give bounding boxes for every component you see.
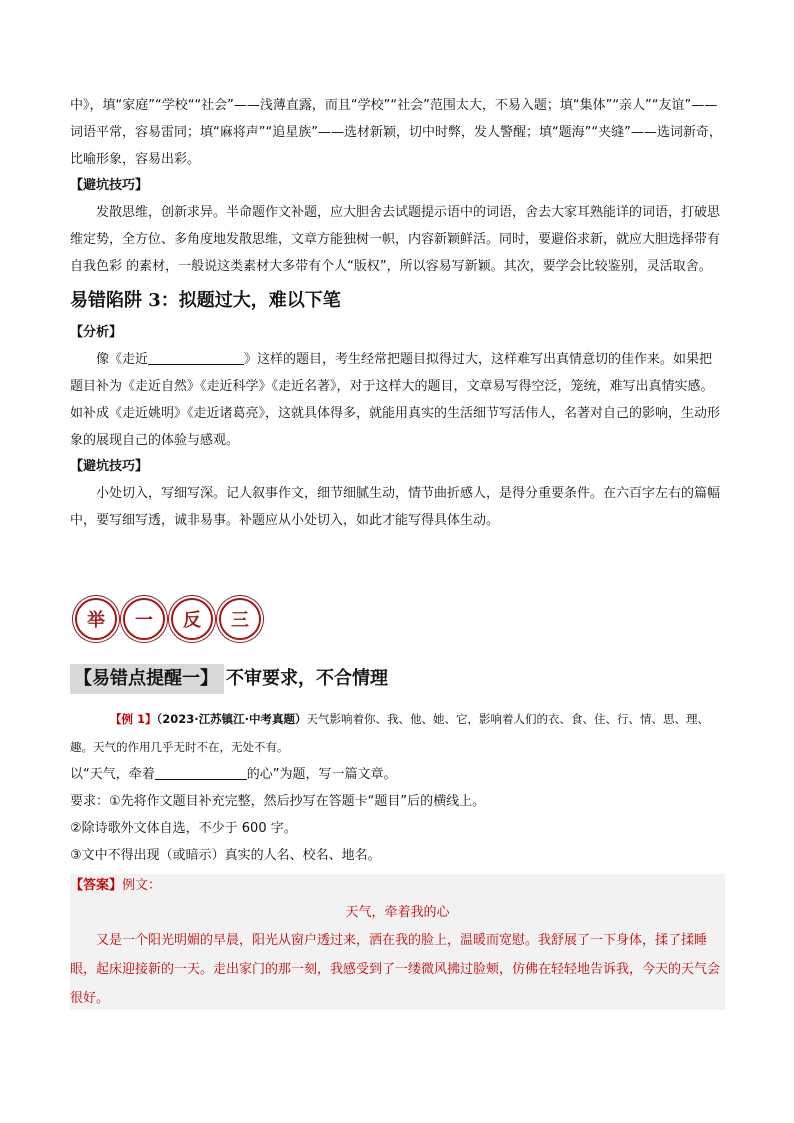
badge-banner — [75, 596, 267, 642]
analysis-pre: 像《走近 — [96, 352, 149, 367]
trap3-title: 易错陷阱 3：拟题过大，难以下笔 — [70, 290, 341, 311]
answer-block — [70, 874, 725, 1010]
answer-title: 天气，牵着我的心 — [345, 905, 450, 920]
tips-header-1: 【避坑技巧】 — [70, 178, 149, 193]
example-block — [70, 705, 725, 869]
analysis-post: 》这样的题目，考生经常把题目拟得过大，这样难写出真情意切的佳作来。如果把题目补为《走近自然》《走近科学》《走近名著》，对于这样大的题目，文章易写得空泛，笼统，难写出真情实感。如补成《走近姚明》《走近诸葛亮》，这就具体得多，就能用真实的生活细节写活伟人，名著对自己的影响，生动形象的展现自己的体验与感观。 — [70, 352, 721, 448]
badge-char-4: 三 — [219, 598, 261, 640]
topic-post: 的心”为题，写一篇文章。 — [246, 767, 397, 782]
topic-pre: 以“天气，牵着 — [70, 767, 155, 782]
analysis-header: 【分析】 — [70, 325, 123, 340]
example-label: 【例 1】 — [110, 712, 157, 726]
tips-header-2: 【避坑技巧】 — [70, 459, 149, 474]
reminder-title: 不审要求，不合情理 — [226, 668, 388, 689]
tips-text-2: 小处切入，写细写深。记人叙事作文，细节细腻生动，情节曲折感人，是得分重要条件。在六百字左右的篇幅中，要写细写透，诚非易事。补题应从小处切入，如此才能写得具体生动。 — [70, 486, 721, 528]
example-source: （2023·江苏镇江·中考真题） — [156, 712, 307, 726]
answer-label: 【答案】 — [70, 878, 123, 893]
answer-header — [70, 874, 725, 898]
badge-char-2: 一 — [123, 598, 165, 640]
tips-text-1: 发散思维，创新求异。半命题作文补题，应大胆舍去试题提示语中的词语，舍去大家耳熟能详的词语，打破思维定势，全方位、多角度地发散思维，文章方能独树一帜，内容新颖鲜活。同时，要避俗求新，就应大胆选择带有自我色彩 的素材，一般说这类素材大多带有个人“版权”，所以容易写新颖。其次，要学会比较鉴别，灵活取舍。 — [70, 205, 721, 274]
reminder-boxed-label: 【易错点提醒一】 — [70, 664, 224, 694]
intro-paragraph: 中》，填“家庭”“学校““社会”——浅薄直露，而且“学校”“社会”范围太大，不易入题；填“集体”“亲人”“友谊”——词语平常，容易雷同；填“麻将声”“追星族”——选材新颖，切中时弊，发人警醒；填“题海”“夹缝”——选词新奇，比喻形象，容易出彩。 — [70, 98, 722, 167]
badge-char-1: 举 — [75, 598, 117, 640]
blank-line — [148, 350, 244, 365]
main-text — [70, 92, 725, 534]
requirement-3: ③文中不得出现（或暗示）真实的人名、校名、地名。 — [70, 848, 381, 863]
badge-char-3: 反 — [171, 598, 213, 640]
answer-label-rest: 例文： — [122, 878, 162, 893]
answer-body: 又是一个阳光明媚的早晨，阳光从窗户透过来，洒在我的脸上，温暖而宽慰。我舒展了一下身体，揉了揉睡眼，起床迎接新的一天。走出家门的那一刻，我感受到了一缕微风拂过脸颊，仿佛在轻轻地告诉我，今天的天气会很好。 — [70, 933, 721, 1006]
example-topic — [70, 761, 725, 788]
reminder-heading — [70, 664, 388, 694]
requirement-2: ②除诗歌外文体自选，不少于 600 字。 — [70, 821, 297, 836]
requirement-1: 要求：①先将作文题目补充完整，然后抄写在答题卡“题目”后的横线上。 — [70, 794, 486, 809]
analysis-text — [70, 346, 725, 454]
topic-blank — [155, 765, 247, 780]
example-prompt — [70, 705, 725, 761]
example-prompt-text: 天气影响着你、我、他、她、它，影响着人们的衣、食、住、行、情、思、理、趣。天气的作用几乎无时不在，无处不有。 — [70, 712, 710, 754]
